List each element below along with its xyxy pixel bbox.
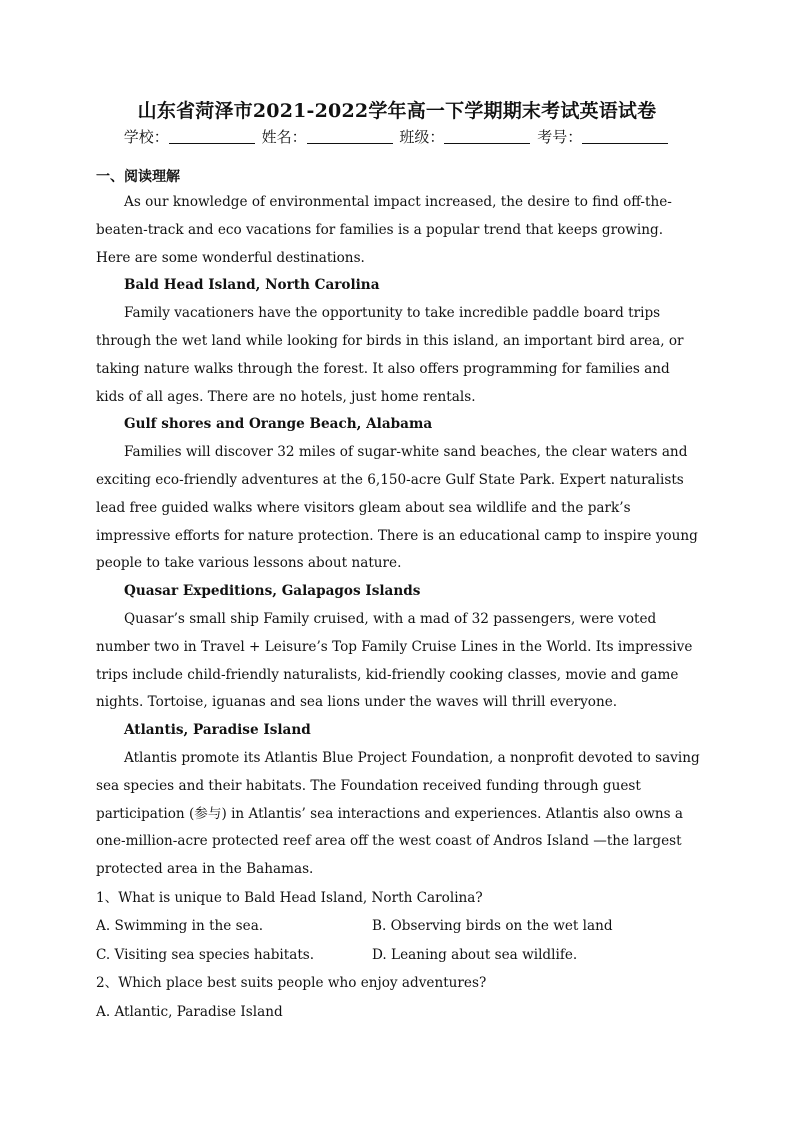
passage-intro: As our knowledge of environmental impact increased, the desire to find off-the-beaten-track and eco vacations for families is a popular trend that keeps growing. Here are some wonderful destinations. — [96, 194, 672, 266]
name-blank[interactable] — [307, 128, 393, 144]
class-blank[interactable] — [444, 128, 530, 144]
section-heading: 一、阅读理解 — [96, 169, 180, 185]
destination-text: Families will discover 32 miles of sugar-white sand beaches, the clear waters and exciting eco-friendly adventures at the 6,150-acre Gulf State Park. Expert naturalists lead free guided walks where visitors gleam about sea wildlife and the park’s impressive efforts for nature protection. There is an educational camp to inspire young people to take various lessons about nature. — [96, 444, 698, 572]
option-a[interactable]: A. Swimming in the sea. — [96, 918, 264, 935]
student-info-fields — [0, 126, 794, 147]
school-label: 学校： — [123, 128, 169, 146]
question-stem: 1、What is unique to Bald Head Island, North Carolina? — [96, 889, 483, 906]
option-a[interactable]: A. Atlantic, Paradise Island — [96, 1003, 283, 1020]
destination-text: Atlantis promote its Atlantis Blue Project Foundation, a nonprofit devoted to saving sea species and their habitats. The Foundation received funding through guest participation (参与) in Atlantis’ sea interactions and experiences. Atlantis also owns a one-million-acre protected reef area off the west coast of Andros Island —the largest protected area in the Bahamas. — [96, 749, 700, 878]
name-label: 姓名： — [261, 128, 307, 146]
exam-number-blank[interactable] — [582, 128, 668, 144]
destination-heading: Atlantis, Paradise Island — [124, 722, 311, 739]
destination-text: Quasar’s small ship Family cruised, with a mad of 32 passengers, were voted number two in Travel + Leisure’s Top Family Cruise Lines in the World. Its impressive trips include child-friendly naturalists, kid-friendly cooking classes, movie and game nights. Tortoise, iguanas and sea lions under the waves will thrill everyone. — [96, 610, 693, 711]
destination-heading: Bald Head Island, North Carolina — [124, 277, 380, 294]
option-c[interactable]: C. Visiting sea species habitats. — [96, 946, 315, 963]
destination-heading: Gulf shores and Orange Beach, Alabama — [124, 416, 433, 433]
class-label: 班级： — [399, 128, 445, 146]
destination-heading: Quasar Expeditions, Galapagos Islands — [124, 583, 421, 600]
exam-title: 山东省菏泽市2021-2022学年高一下学期期末考试英语试卷 — [137, 100, 657, 122]
option-b[interactable]: B. Observing birds on the wet land — [372, 918, 613, 935]
destination-text: Family vacationers have the opportunity to take incredible paddle board trips through the wet land while looking for birds in this island, an important bird area, or taking nature walks through the forest. It also offers programming for families and kids of all ages. There are no hotels, just home rentals. — [96, 305, 684, 405]
question-options-row — [96, 998, 700, 1027]
exam-number-label: 考号： — [537, 128, 583, 146]
option-d[interactable]: D. Leaning about sea wildlife. — [372, 946, 578, 963]
reading-section — [96, 165, 700, 1026]
school-blank[interactable] — [169, 128, 255, 144]
question-options-row — [96, 912, 700, 941]
question-options-row — [96, 941, 700, 970]
question-stem: 2、Which place best suits people who enjoy adventures? — [96, 975, 487, 992]
